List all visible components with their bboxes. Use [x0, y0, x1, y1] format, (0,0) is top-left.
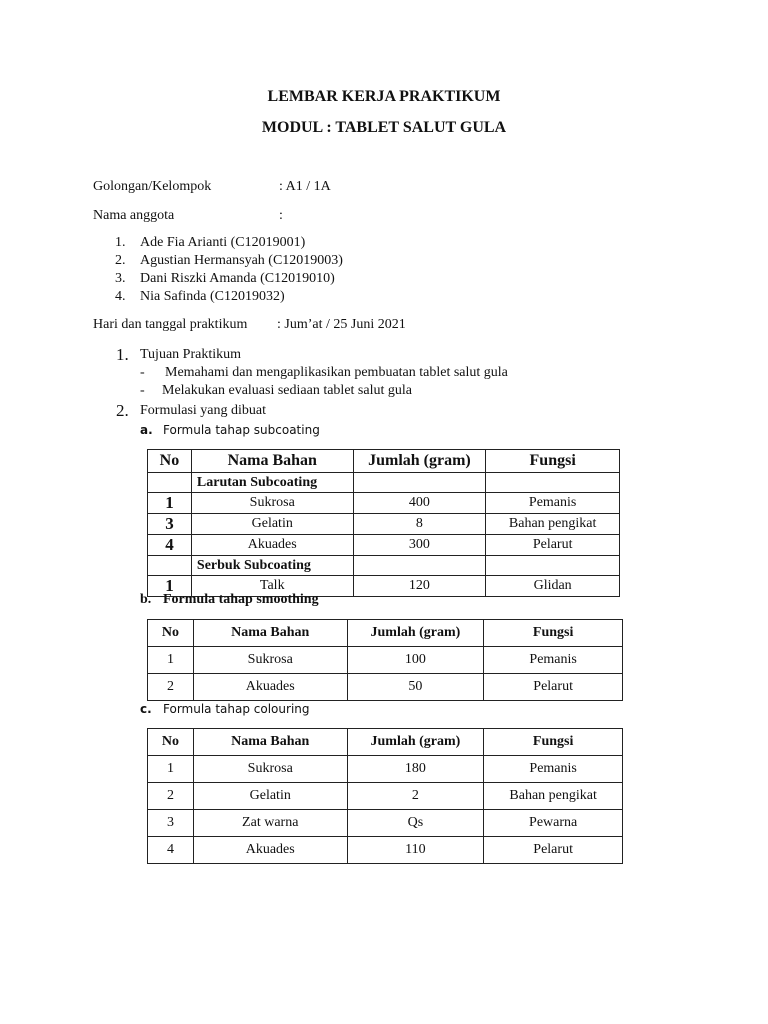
cell-jumlah: 2 — [347, 783, 484, 810]
module-title: MODUL : TABLET SALUT GULA — [261, 119, 507, 136]
table-row — [148, 647, 623, 674]
member-number: 4. — [115, 289, 126, 304]
bullet-text: Melakukan evaluasi sediaan tablet salut gula — [162, 383, 412, 398]
cell-no: 3 — [148, 810, 194, 837]
cell-bahan: Akuades — [193, 837, 347, 864]
header-no: No — [148, 620, 194, 647]
cell-jumlah: 400 — [353, 493, 486, 514]
subsection-letter: a. — [140, 423, 153, 437]
colouring-table — [147, 728, 623, 864]
section-number: 2. — [116, 401, 129, 420]
table-cell — [353, 473, 486, 493]
header-fungsi: Fungsi — [486, 450, 620, 473]
golongan-label: Golongan/Kelompok — [93, 179, 212, 194]
bullet-text: Memahami dan mengaplikasikan pembuatan tablet salut gula — [165, 365, 508, 380]
member-name: Dani Riszki Amanda (C12019010) — [140, 271, 335, 286]
cell-jumlah: 300 — [353, 535, 486, 556]
cell-fungsi: Pelarut — [486, 535, 620, 556]
member-name: Agustian Hermansyah (C12019003) — [140, 253, 343, 268]
table-row — [148, 783, 623, 810]
bullet-dash: - — [140, 383, 145, 398]
header-fungsi: Fungsi — [484, 729, 623, 756]
nama-anggota-label: Nama anggota — [93, 208, 175, 223]
nama-anggota-value: : — [279, 208, 283, 223]
member-name: Ade Fia Arianti (C12019001) — [140, 235, 306, 250]
cell-fungsi: Pemanis — [484, 647, 623, 674]
group-label-larutan: Larutan Subcoating — [191, 473, 353, 493]
hari-value: : Jum’at / 25 Juni 2021 — [277, 317, 406, 332]
cell-jumlah: 110 — [347, 837, 484, 864]
member-name: Nia Safinda (C12019032) — [140, 289, 285, 304]
cell-fungsi: Pemanis — [484, 756, 623, 783]
table-row — [148, 674, 623, 701]
cell-no: 4 — [148, 535, 192, 556]
header-jumlah: Jumlah (gram) — [353, 450, 486, 473]
subsection-heading-colouring: Formula tahap colouring — [163, 702, 310, 716]
cell-no: 1 — [148, 576, 192, 597]
cell-fungsi: Pewarna — [484, 810, 623, 837]
section-heading-tujuan: Tujuan Praktikum — [140, 347, 241, 362]
subsection-letter: b. — [140, 592, 152, 607]
subsection-heading-smoothing: Formula tahap smoothing — [163, 592, 319, 607]
cell-fungsi: Pelarut — [484, 837, 623, 864]
cell-bahan: Akuades — [191, 535, 353, 556]
subcoating-table — [147, 449, 620, 597]
cell-jumlah: 50 — [347, 674, 484, 701]
table-cell — [148, 556, 192, 576]
table-cell — [486, 556, 620, 576]
cell-no: 3 — [148, 514, 192, 535]
header-no: No — [148, 450, 192, 473]
cell-jumlah: 100 — [347, 647, 484, 674]
group-row — [148, 556, 620, 576]
cell-bahan: Talk — [191, 576, 353, 597]
table-row — [148, 810, 623, 837]
document-title: LEMBAR KERJA PRAKTIKUM — [267, 88, 501, 105]
table-row — [148, 514, 620, 535]
table-row — [148, 756, 623, 783]
header-jumlah: Jumlah (gram) — [347, 620, 484, 647]
cell-no: 1 — [148, 647, 194, 674]
cell-no: 1 — [148, 756, 194, 783]
cell-bahan: Akuades — [193, 674, 347, 701]
table-row — [148, 837, 623, 864]
table-cell — [353, 556, 486, 576]
table-header-row — [148, 729, 623, 756]
cell-bahan: Gelatin — [191, 514, 353, 535]
cell-bahan: Sukrosa — [191, 493, 353, 514]
cell-bahan: Zat warna — [193, 810, 347, 837]
subsection-heading-subcoating: Formula tahap subcoating — [163, 423, 320, 437]
cell-fungsi: Pelarut — [484, 674, 623, 701]
table-header-row — [148, 450, 620, 473]
table-row — [148, 535, 620, 556]
subsection-letter: c. — [140, 702, 152, 716]
cell-jumlah: 180 — [347, 756, 484, 783]
cell-fungsi: Glidan — [486, 576, 620, 597]
cell-jumlah: Qs — [347, 810, 484, 837]
cell-no: 2 — [148, 674, 194, 701]
cell-bahan: Gelatin — [193, 783, 347, 810]
cell-no: 4 — [148, 837, 194, 864]
header-jumlah: Jumlah (gram) — [347, 729, 484, 756]
header-no: No — [148, 729, 194, 756]
golongan-value: : A1 / 1A — [279, 179, 331, 194]
header-nama-bahan: Nama Bahan — [193, 729, 347, 756]
header-nama-bahan: Nama Bahan — [191, 450, 353, 473]
header-nama-bahan: Nama Bahan — [193, 620, 347, 647]
table-row — [148, 493, 620, 514]
member-number: 3. — [115, 271, 126, 286]
group-row — [148, 473, 620, 493]
cell-bahan: Sukrosa — [193, 647, 347, 674]
group-label-serbuk: Serbuk Subcoating — [191, 556, 353, 576]
section-heading-formulasi: Formulasi yang dibuat — [140, 403, 266, 418]
header-fungsi: Fungsi — [484, 620, 623, 647]
cell-fungsi: Bahan pengikat — [486, 514, 620, 535]
smoothing-table — [147, 619, 623, 701]
cell-jumlah: 120 — [353, 576, 486, 597]
member-number: 1. — [115, 235, 126, 250]
table-cell — [486, 473, 620, 493]
section-number: 1. — [116, 345, 129, 364]
cell-bahan: Sukrosa — [193, 756, 347, 783]
member-number: 2. — [115, 253, 126, 268]
hari-label: Hari dan tanggal praktikum — [93, 317, 248, 332]
cell-fungsi: Pemanis — [486, 493, 620, 514]
cell-no: 1 — [148, 493, 192, 514]
cell-no: 2 — [148, 783, 194, 810]
bullet-dash: - — [140, 365, 145, 380]
table-header-row — [148, 620, 623, 647]
table-cell — [148, 473, 192, 493]
cell-fungsi: Bahan pengikat — [484, 783, 623, 810]
cell-jumlah: 8 — [353, 514, 486, 535]
